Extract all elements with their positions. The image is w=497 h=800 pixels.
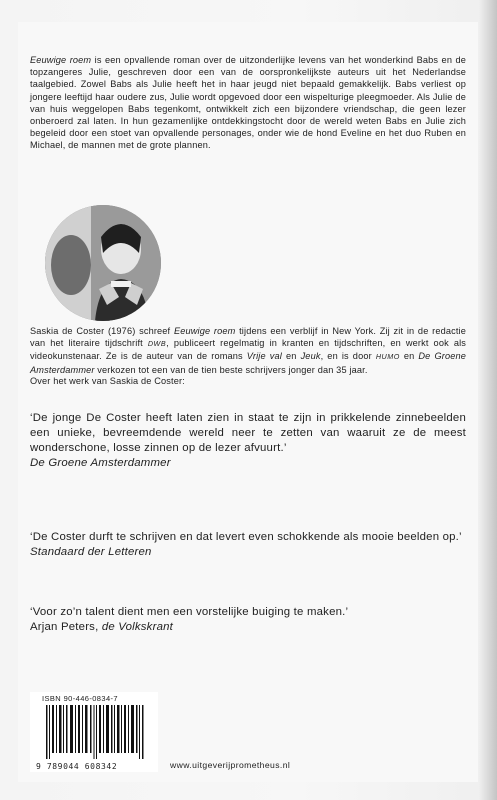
quote-text: ‘De Coster durft te schrijven en dat levert even schokkende als mooie beelden op.’ xyxy=(30,531,462,543)
quote-text: ‘Voor zo’n talent dient men een vorstelijke buiging te maken.’ xyxy=(30,606,349,618)
isbn-label: ISBN 90-446-0834-7 xyxy=(42,694,118,703)
barcode-icon xyxy=(46,705,144,759)
quote-source-author: Arjan Peters, xyxy=(30,621,102,633)
review-quote-1 xyxy=(30,411,466,471)
author-portrait-photo xyxy=(45,205,161,321)
quote-source: de Volkskrant xyxy=(101,621,174,633)
bio-magazine: DWB xyxy=(147,339,167,349)
quote-text: ‘De jonge De Coster heeft laten zien in staat te zijn in prikkelende zinnebeelden een unieke, bevreemdende wereld neer te zetten van waaruit ze de meest wonderschone, losse zinnen op de lezer afvuurt.’ xyxy=(30,412,466,454)
blurb-title: Eeuwige roem xyxy=(30,55,92,65)
bio-groene: De Groene Amsterdammer xyxy=(30,351,466,375)
bio-humo: HUMO xyxy=(375,352,400,362)
about-heading: Over het werk van Saskia de Coster: xyxy=(30,376,185,386)
review-quote-3 xyxy=(30,605,466,635)
review-quote-2 xyxy=(30,530,466,560)
blurb-text: is een opvallende roman over de uitzonderlijke levens van het wonderkind Babs en de topzangeres Julie, geschreven door een van de oorspronkelijkste auteurs uit het Nederlandse taalgebied. Zowel Babs als Julie heeft het in haar jeugd niet bepaald gemakkelijk. Babs verliest op jongere leeftijd haar oudere zus, Julie wordt opgevoed door een wispelturige pleegmoeder. Als Julie de van huis weggelopen Babs tegenkomt, ontwikkelt zich een bijzondere vriendschap, die geen lezer onberoerd zal laten. In hun gezamenlijke ontdekkingstocht door de wereld weten Babs en Julie zich begeleid door een stoet van opvallende personages, onder wie de hond Eveline en het duo Ruben en Michael, de mannen met de grote plannen. xyxy=(30,55,466,151)
bio-book-title: Eeuwige roem xyxy=(173,326,236,336)
blurb-paragraph xyxy=(30,54,466,152)
cover-panel xyxy=(18,22,478,782)
portrait-illustration xyxy=(45,205,161,321)
barcode-digits: 9 789044 608342 xyxy=(36,762,118,771)
bio-novel-1: Vrije val xyxy=(246,351,282,362)
bio-novel-2: Jeuk xyxy=(300,351,321,362)
quote-source-line xyxy=(30,620,466,635)
quote-source: De Groene Amsterdammer xyxy=(30,457,171,469)
author-bio: Saskia de Coster (1976) schreef Eeuwige roem tijdens een verblijf in New York. Zij zit in de redactie van het literaire tijdschrift DWB, publiceert regelmatig in kranten en tijdschriften, en werkt ook als videokunstenaar. Ze is de auteur van de romans Vrije val en Jeuk, en is door HUMO en De Groene Amsterdammer verkozen tot een van de tien beste schrijvers jonger dan 35 jaar. xyxy=(30,326,467,375)
spine-shadow xyxy=(479,0,497,800)
publisher-website: www.uitgeverijprometheus.nl xyxy=(170,760,291,770)
quote-source: Standaard der Letteren xyxy=(30,546,152,558)
